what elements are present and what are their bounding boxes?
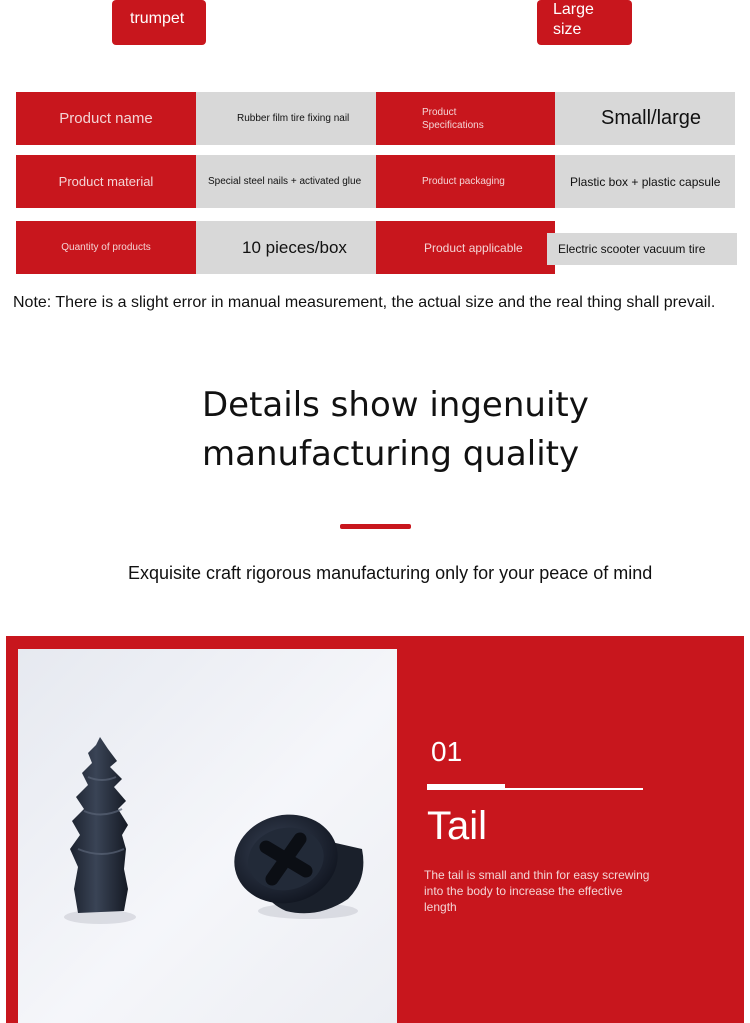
feature-title: Tail: [427, 804, 488, 848]
threaded-nail-side-view: [64, 737, 136, 924]
spec-value-applicable: Electric scooter vacuum tire: [547, 233, 737, 265]
feature-panel: [6, 636, 744, 1023]
tire-nail-illustration: [18, 649, 397, 1023]
size-tag-small: [112, 0, 206, 45]
feature-rule: [505, 788, 643, 790]
feature-number: 01: [431, 736, 463, 767]
spec-value-product-name: Rubber film tire fixing nail: [196, 92, 376, 145]
measurement-note: Note: There is a slight error in manual measurement, the actual size and the real thing shall prevail.: [13, 294, 716, 311]
size-tag-large: [537, 0, 632, 45]
product-photo: [18, 649, 397, 1023]
nail-head-view: [226, 805, 363, 919]
spec-value-packaging: Plastic box + plastic capsule: [555, 155, 735, 208]
feature-accent-bar: [427, 784, 505, 790]
spec-row: [16, 221, 735, 274]
feature-description: The tail is small and thin for easy screwing into the body to increase the effective length: [424, 868, 650, 914]
spec-label-specifications: [376, 92, 555, 145]
section-headline: [202, 381, 622, 479]
spec-label-applicable: Product applicable: [376, 221, 555, 274]
spec-label-quantity: Quantity of products: [16, 221, 196, 274]
size-tag-small-label: trumpet: [130, 10, 185, 27]
spec-label-packaging: Product packaging: [376, 155, 555, 208]
spec-value-specifications: Small/large: [555, 92, 735, 145]
spec-row: [16, 92, 735, 145]
section-headline-line1: Details show ingenuity: [202, 385, 589, 425]
section-divider: [340, 524, 411, 529]
spec-label-product-name: Product name: [16, 92, 196, 145]
spec-label-material: Product material: [16, 155, 196, 208]
size-tag-large-label-line1: Large: [553, 1, 594, 18]
spec-label-specifications-line1: Product: [422, 106, 457, 118]
spec-value-material: Special steel nails + activated glue: [196, 155, 376, 208]
section-subtitle: Exquisite craft rigorous manufacturing only for your peace of mind: [128, 563, 653, 583]
section-headline-line2: manufacturing quality: [202, 434, 580, 474]
size-tag-large-label-line2: size: [553, 21, 582, 38]
spec-row: [16, 155, 735, 208]
spec-value-quantity: 10 pieces/box: [196, 221, 376, 274]
spec-label-specifications-line2: Specifications: [422, 119, 484, 131]
